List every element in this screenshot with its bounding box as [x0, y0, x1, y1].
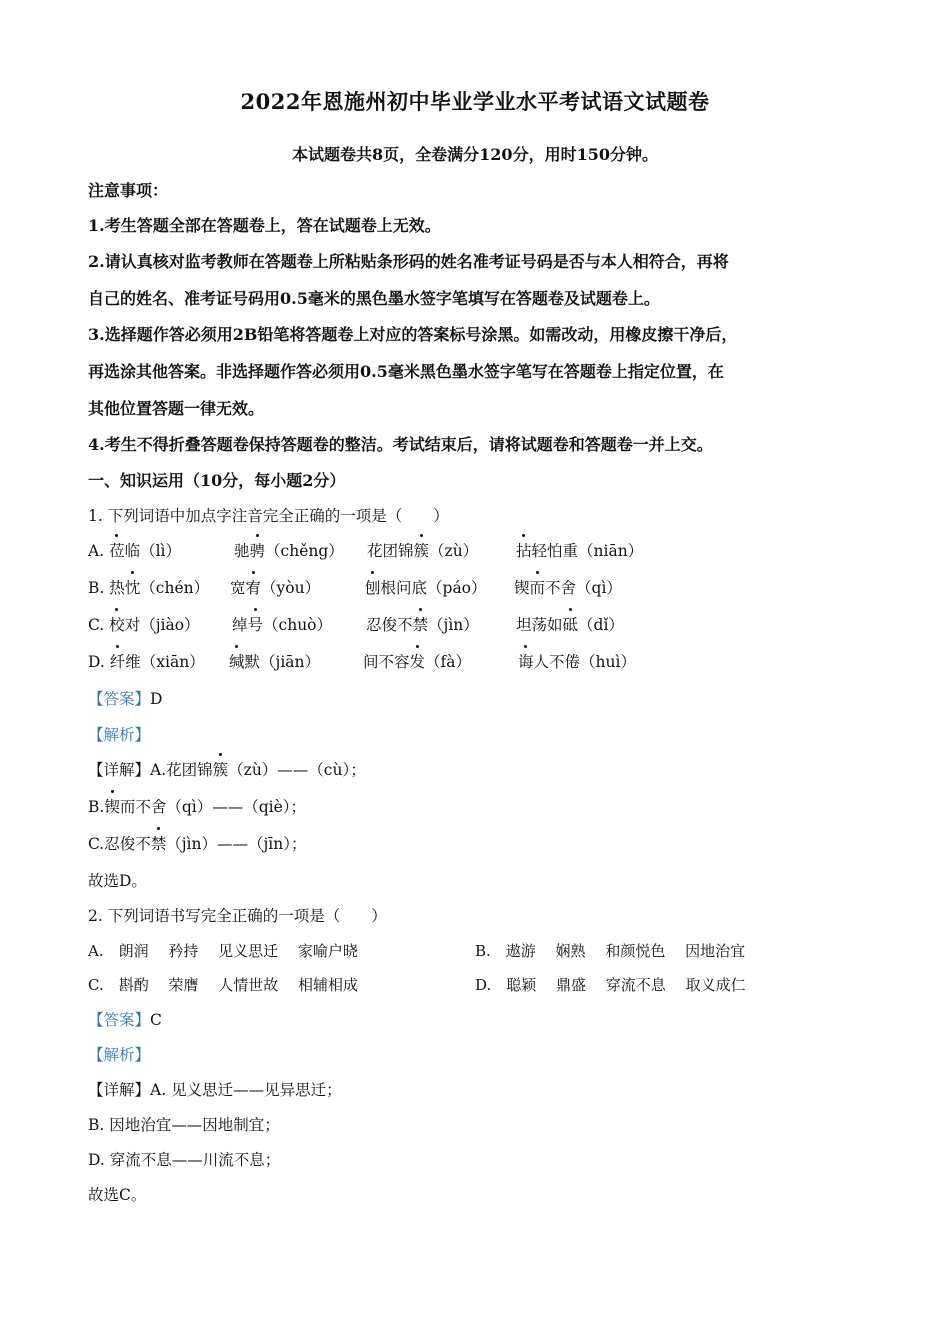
option-word-rest: （zù）: [429, 542, 479, 560]
q1-stem: 1. 下列词语中加点字注音完全正确的一项是（ ）: [88, 507, 449, 525]
detail-rest: （zù）——（cù）；: [228, 761, 366, 779]
dotted-char: 校: [109, 613, 125, 635]
option-word-rest: （jìn）: [428, 616, 479, 634]
q1-conclusion: 故选D。: [88, 872, 147, 890]
notice-item-3-line-2: 再选涂其他答案。非选择题作答必须用0.5毫米黑色墨水签字笔写在答题卷上指定位置，在: [88, 362, 724, 381]
dotted-char: 纤: [110, 650, 126, 672]
q2-detail-3: D. 穿流不息——川流不息；: [88, 1151, 281, 1169]
q1-option-d-word-4: [518, 650, 636, 672]
option-word-prefix: 忍俊不: [366, 616, 413, 634]
option-word-prefix: 坦荡如: [516, 616, 563, 634]
option-word-rest: 不舍（qì）: [545, 579, 622, 597]
dotted-char: 禁: [151, 832, 167, 854]
notice-heading: 注意事项：: [88, 181, 169, 200]
notice-item-1: 1.考生答题全部在答题卷上，答在试题卷上无效。: [88, 216, 441, 235]
option-word-prefix: 锲: [514, 579, 530, 597]
q2-detail-2: B. 因地治宜——因地制宜；: [88, 1116, 280, 1134]
answer-tag: 【答案】: [88, 1011, 151, 1029]
analysis-tag: 【解析】: [88, 726, 151, 744]
answer-value: D: [150, 690, 163, 708]
q1-detail-1: [88, 758, 366, 780]
section-1-heading: 一、知识运用（10分，每小题2分）: [88, 471, 346, 490]
q2-answer: [88, 1008, 162, 1030]
dotted-char: 忱: [125, 576, 141, 598]
q1-option-a-word-2: [234, 539, 344, 561]
notice-item-3-line-3: 其他位置答题一律无效。: [88, 399, 265, 418]
option-word-rest: 临（lì）: [124, 542, 181, 560]
q1-answer: [88, 687, 162, 709]
q2-option-a: A. 朗润 矜持 见义思迁 家喻户晓: [88, 942, 358, 960]
option-word-rest: 默（jiān）: [244, 653, 321, 671]
analysis-tag: 【解析】: [88, 1046, 151, 1064]
dotted-char: 号: [248, 613, 264, 635]
option-word-rest: （chěng）: [265, 542, 344, 560]
option-label: B.: [88, 579, 110, 597]
notice-item-2-line-1: 2.请认真核对监考教师在答题卷上所粘贴条形码的姓名准考证号码是否与本人相符合，再将: [88, 252, 729, 271]
dotted-char: 砥: [563, 613, 579, 635]
option-word-prefix: 热: [109, 579, 125, 597]
dotted-char: 莅: [109, 539, 125, 561]
option-word-rest: （dǐ）: [578, 616, 624, 634]
option-word-rest: 根问底（páo）: [380, 579, 487, 597]
option-word-rest: （yòu）: [261, 579, 321, 597]
dotted-char: 骋: [250, 539, 266, 561]
dotted-char: 而: [530, 576, 546, 598]
q1-option-c-word-4: [516, 613, 624, 635]
option-label: D.: [88, 653, 110, 671]
q2-conclusion: 故选C。: [88, 1186, 147, 1204]
q1-option-b-word-4: [514, 576, 622, 598]
detail-prefix: B.: [88, 798, 105, 816]
dotted-char: 簇: [213, 758, 229, 780]
q1-option-c: [88, 613, 200, 635]
dotted-char: 禁: [413, 613, 429, 635]
answer-tag: 【答案】: [88, 690, 151, 708]
option-word-rest: 对（jiào）: [124, 616, 200, 634]
q1-option-d-word-3: [363, 650, 471, 672]
q1-option-b: [88, 576, 209, 598]
q1-option-d-word-2: [229, 650, 320, 672]
option-word-rest: 人不倦（huì）: [533, 653, 636, 671]
option-word-rest: （chén）: [140, 579, 210, 597]
dotted-char: 诲: [518, 650, 534, 672]
dotted-char: 锲: [104, 795, 120, 817]
option-word-prefix: 绰: [232, 616, 248, 634]
q2-analysis-tag: [88, 1043, 150, 1065]
detail-tag: 【详解】: [88, 1081, 151, 1099]
detail-rest: 而不舍（qì）——（qiè）；: [119, 798, 307, 816]
detail-tag: 【详解】: [88, 761, 151, 779]
q2-option-b: B. 遨游 娴熟 和颜悦色 因地治宜: [475, 942, 746, 960]
q2-option-c: C. 斟酌 荣膺 人情世故 相辅相成: [88, 976, 359, 994]
q2-stem: 2. 下列词语书写完全正确的一项是（ ）: [88, 907, 387, 925]
option-word-prefix: 驰: [234, 542, 250, 560]
q1-option-d: [88, 650, 205, 672]
q2-option-d: D. 聪颖 鼎盛 穿流不息 取义成仁: [475, 976, 746, 994]
option-word-prefix: 间不容: [363, 653, 410, 671]
notice-item-3-line-1: 3.选择题作答必须用2B铅笔将答题卷上对应的答案标号涂黑。如需改动，用橡皮擦干净后，: [88, 325, 738, 344]
detail-prefix: C.忍俊不: [88, 835, 151, 853]
q2-detail-1: [88, 1078, 342, 1100]
page-title: 2022年恩施州初中毕业学业水平考试语文试题卷: [240, 89, 710, 114]
q1-option-a: [88, 539, 181, 561]
option-word-prefix: 花团锦: [367, 542, 414, 560]
q1-detail-3: [88, 832, 307, 854]
answer-value: C: [150, 1011, 162, 1029]
q1-analysis-tag: [88, 723, 150, 745]
dotted-char: 拈: [516, 539, 532, 561]
detail-rest: （jìn）——（jīn）；: [166, 835, 307, 853]
q1-detail-2: [88, 795, 306, 817]
q1-option-b-word-3: [365, 576, 487, 598]
notice-item-2-line-2: 自己的姓名、准考证号码用0.5毫米的黑色墨水签字笔填写在答题卷及试题卷上。: [88, 289, 660, 308]
q1-option-a-word-3: [367, 539, 478, 561]
option-word-rest: 维（xiān）: [125, 653, 205, 671]
option-word-rest: （fà）: [425, 653, 472, 671]
dotted-char: 刨: [365, 576, 381, 598]
option-word-rest: （chuò）: [263, 616, 333, 634]
q1-option-c-word-2: [232, 613, 332, 635]
dotted-char: 发: [410, 650, 426, 672]
detail-text: A. 见义思迁——见异思迁；: [150, 1081, 342, 1099]
q1-option-a-word-4: [516, 539, 643, 561]
dotted-char: 宥: [246, 576, 262, 598]
q1-option-b-word-2: [230, 576, 320, 598]
dotted-char: 缄: [229, 650, 245, 672]
notice-item-4: 4.考生不得折叠答题卷保持答题卷的整洁。考试结束后，请将试题卷和答题卷一并上交。: [88, 435, 713, 454]
detail-prefix: A.花团锦: [150, 761, 213, 779]
page-subtitle: 本试题卷共8页，全卷满分120分，用时150分钟。: [292, 145, 658, 164]
q1-option-c-word-3: [366, 613, 479, 635]
option-label: C.: [88, 616, 110, 634]
option-word-rest: 轻怕重（niān）: [531, 542, 644, 560]
option-word-prefix: 宽: [230, 579, 246, 597]
dotted-char: 簇: [414, 539, 430, 561]
option-label: A.: [88, 542, 110, 560]
